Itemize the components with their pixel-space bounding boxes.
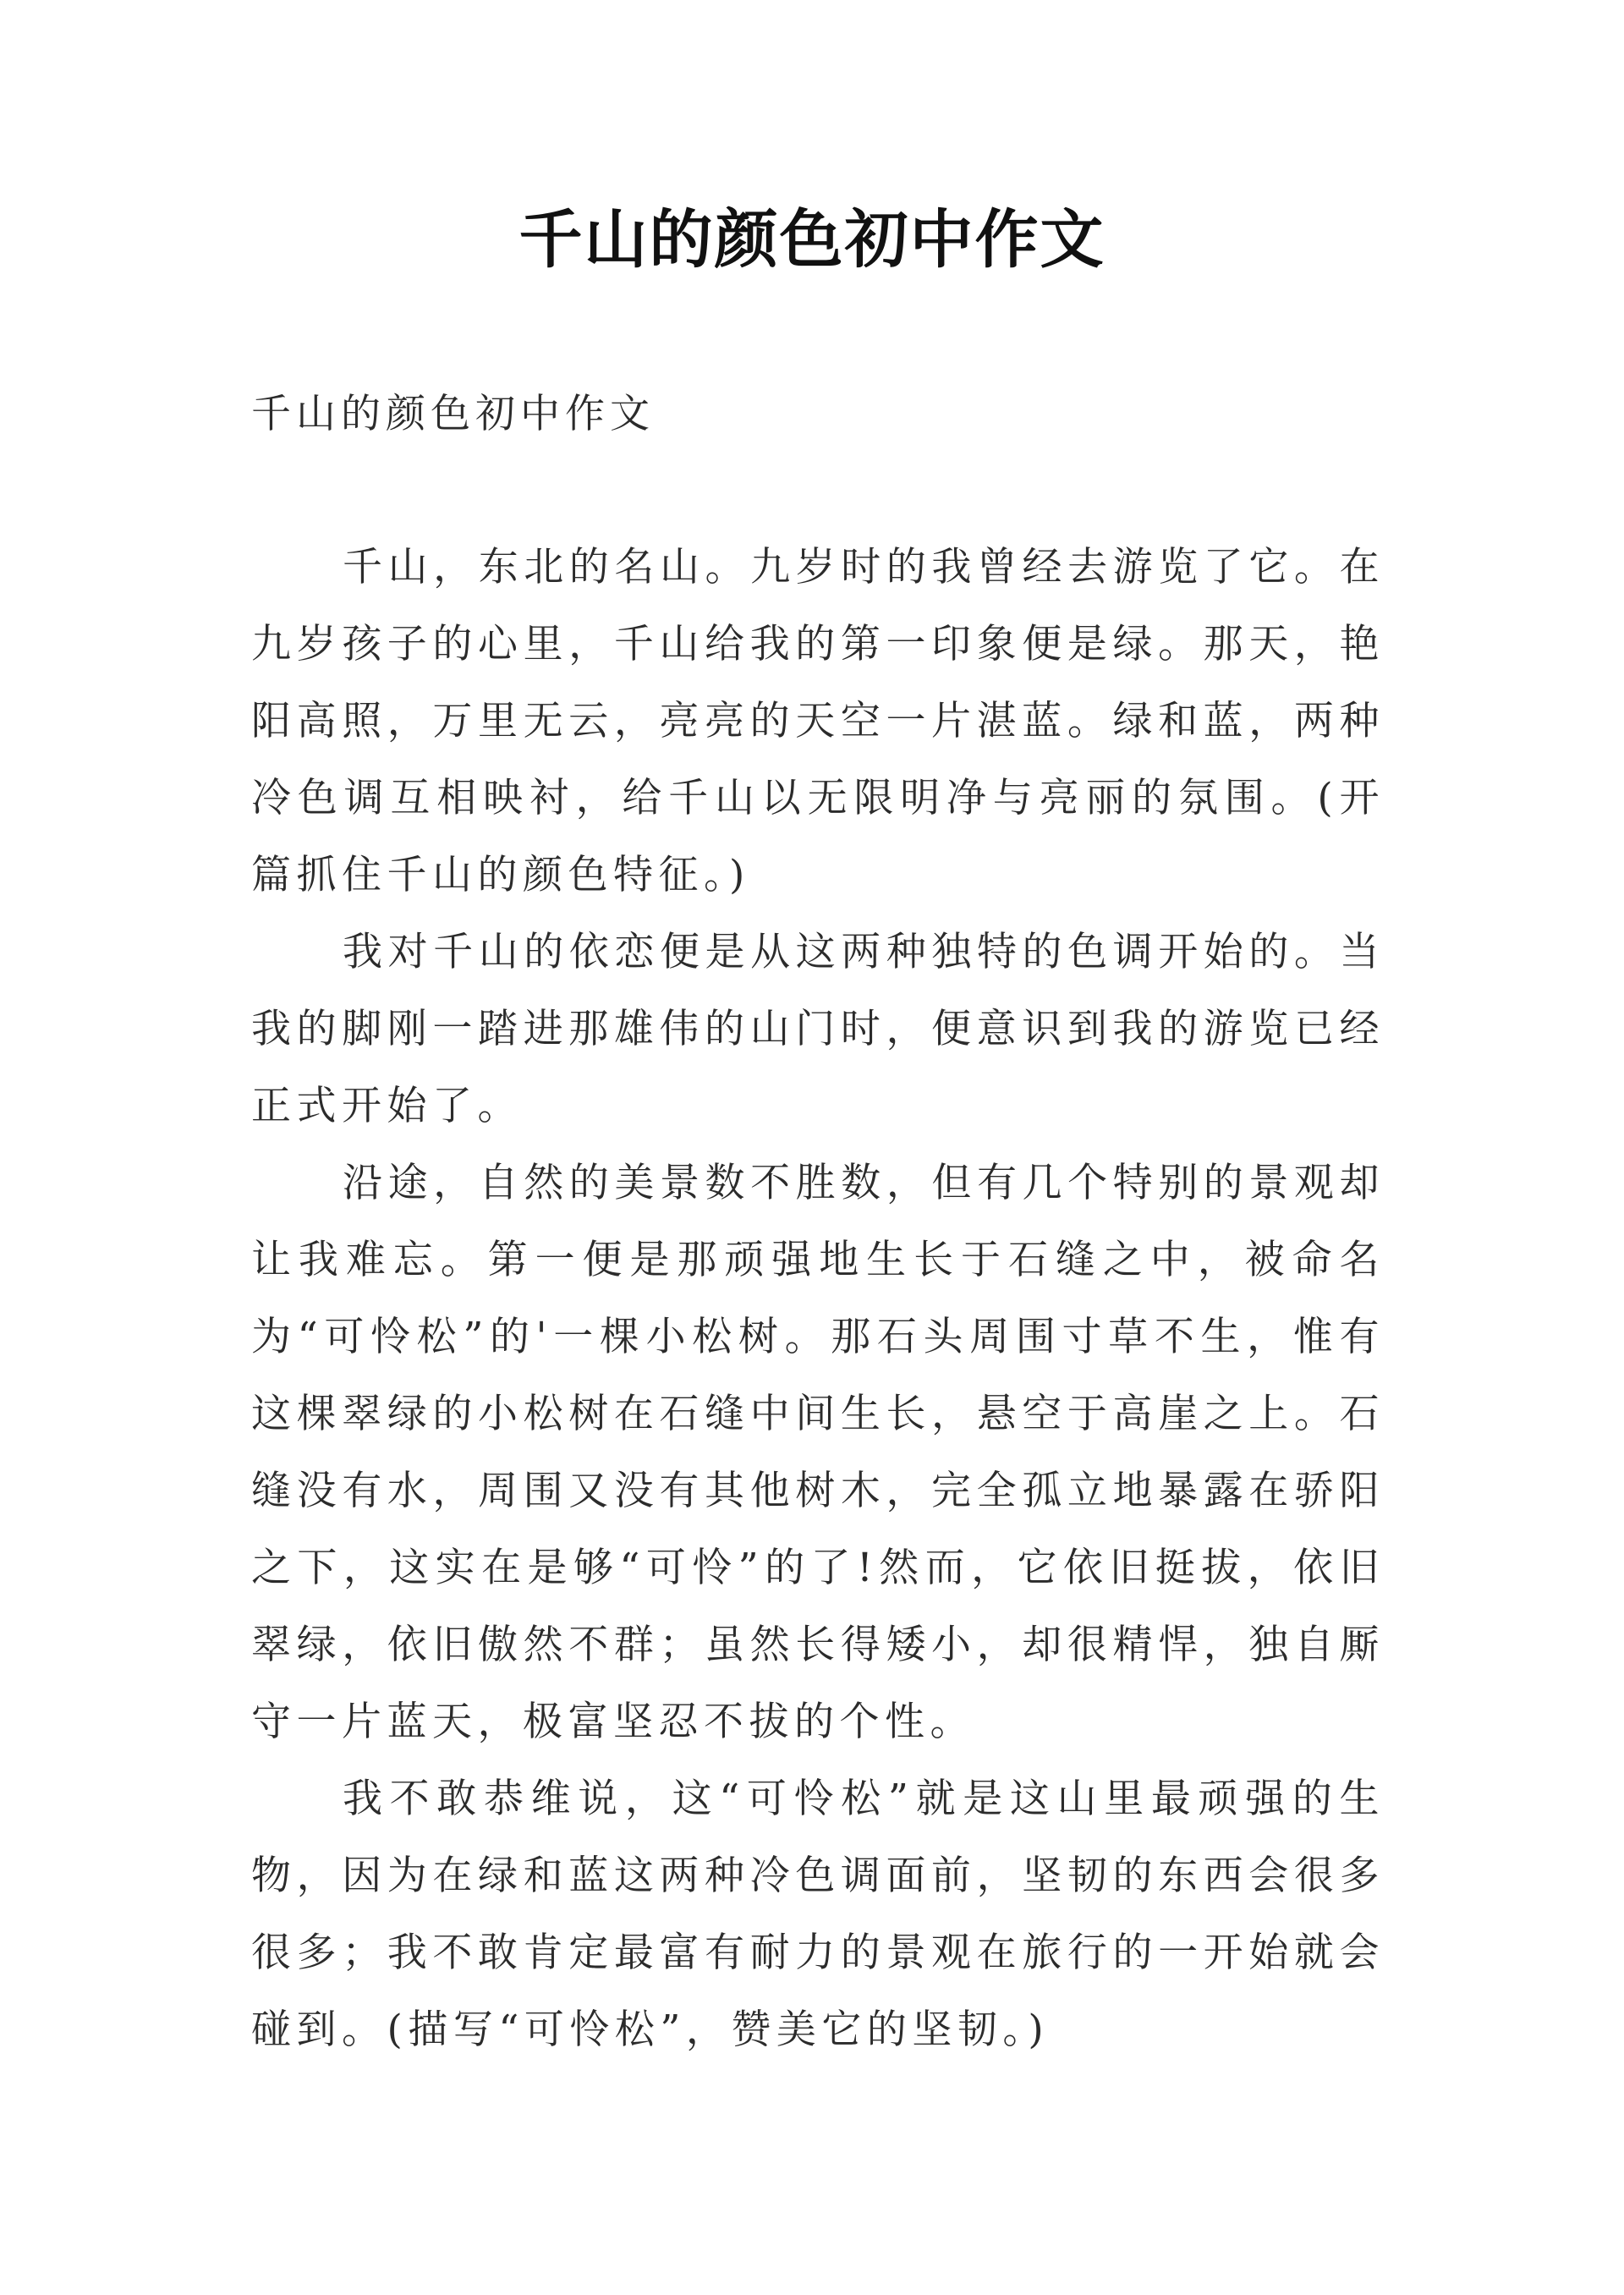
paragraph-1: 千山，东北的名山。九岁时的我曾经去游览了它。在九岁孩子的心里，千山给我的第一印象便是绿。那天，艳阳高照，万里无云，亮亮的天空一片湛蓝。绿和蓝，两种冷色调互相映衬，给千山以无限明净与亮丽的氛围。(开篇抓住千山的颜色特征。) (251, 544, 1385, 898)
document-title: 千山的颜色初中作文 (518, 202, 1106, 277)
document-body (251, 529, 1385, 2068)
paragraph-2: 我对千山的依恋便是从这两种独特的色调开始的。当我的脚刚一踏进那雄伟的山门时，便意识到我的游览已经正式开始了。 (251, 929, 1385, 1129)
paragraph-3: 沿途，自然的美景数不胜数，但有几个特别的景观却让我难忘。第一便是那顽强地生长于石缝之中，被命名为“可怜松”的'一棵小松树。那石头周围寸草不生，惟有这棵翠绿的小松树在石缝中间生长，悬空于高崖之上。石缝没有水，周围又没有其他树木，完全孤立地暴露在骄阳之下，这实在是够“可怜”的了!然而，它依旧挺拔，依旧翠绿，依旧傲然不群；虽然长得矮小，却很精悍，独自厮守一片蓝天，极富坚忍不拔的个性。 (251, 1160, 1385, 1745)
paragraph-4: 我不敢恭维说，这“可怜松”就是这山里最顽强的生物，因为在绿和蓝这两种冷色调面前，坚韧的东西会很多很多；我不敢肯定最富有耐力的景观在旅行的一开始就会碰到。(描写“可怜松”，赞美它的坚韧。) (251, 1776, 1385, 2053)
document-subtitle: 千山的颜色初中作文 (251, 391, 655, 437)
